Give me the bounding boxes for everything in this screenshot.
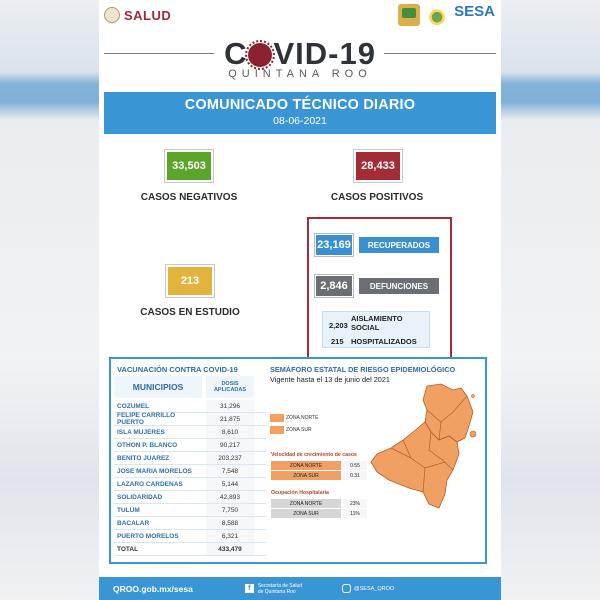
municipio-name: ISLA MUJERES xyxy=(117,428,165,436)
ocupacion-zona: ZONA NORTE xyxy=(271,499,341,508)
semaforo-title: SEMÁFORO ESTATAL DE RIESGO EPIDEMIOLÓGICO xyxy=(270,365,456,374)
government-logo-icon xyxy=(426,4,448,26)
seal-icon xyxy=(104,7,120,23)
background-right xyxy=(500,0,600,600)
total-label: TOTAL xyxy=(117,545,139,553)
dosis-value: 8,610 xyxy=(206,426,254,438)
velocidad-title: Velocidad de crecimiento de casos xyxy=(271,452,357,458)
aislamiento-hospitalizados-box xyxy=(322,311,430,348)
vacunacion-rows xyxy=(114,400,266,543)
municipio-name: PUERTO MORELOS xyxy=(117,532,179,540)
col-dosis-header: DOSIS APLICADAS xyxy=(206,376,254,398)
footer-facebook[interactable] xyxy=(245,583,302,595)
vacunacion-total-row xyxy=(114,543,266,556)
quintana-roo-map xyxy=(369,382,481,512)
municipio-name: FELIPE CARRILLO PUERTO xyxy=(117,412,176,426)
velocidad-row xyxy=(271,461,367,470)
table-row xyxy=(114,530,266,543)
dosis-value: 7,548 xyxy=(206,465,254,477)
dosis-value: 42,893 xyxy=(206,491,254,503)
defunciones-label: DEFUNCIONES xyxy=(359,278,439,294)
legend-zona-sur xyxy=(270,421,312,439)
velocidad-zona: ZONA NORTE xyxy=(271,461,341,470)
velocidad-table xyxy=(271,461,367,481)
footer-bar xyxy=(99,577,501,600)
dosis-value: 8,588 xyxy=(206,517,254,529)
background-left xyxy=(0,0,100,600)
table-row xyxy=(114,426,266,439)
municipio-name: TULUM xyxy=(117,506,140,514)
facebook-text xyxy=(258,583,302,595)
municipio-name: OTHON P. BLANCO xyxy=(117,441,178,449)
table-row xyxy=(114,465,266,478)
virus-icon xyxy=(248,43,272,67)
municipio-name: JOSE MARIA MORELOS xyxy=(117,467,192,475)
banner-date: 08-06-2021 xyxy=(273,115,327,127)
legend-label-norte: ZONA NORTE xyxy=(286,414,319,421)
municipio-name: SOLIDARIDAD xyxy=(117,493,163,501)
vacunacion-title: VACUNACIÓN CONTRA COVID-19 xyxy=(117,365,238,374)
hospitalizados-count: 215 xyxy=(331,337,344,346)
recuperados-count: 23,169 xyxy=(315,234,353,256)
aislamiento-label-line2: SOCIAL xyxy=(351,323,380,332)
vacunacion-table xyxy=(114,376,266,556)
facebook-icon: f xyxy=(245,584,254,593)
sesa-logo xyxy=(454,4,495,19)
table-row xyxy=(114,491,266,504)
map-isla-mujeres xyxy=(471,394,474,397)
title-part-2: VID-19 xyxy=(273,36,376,71)
table-row xyxy=(114,478,266,491)
municipio-name: BENITO JUAREZ xyxy=(117,454,170,462)
negativos-label: CASOS NEGATIVOS xyxy=(140,192,238,203)
dosis-value: 6,321 xyxy=(206,530,254,542)
table-row xyxy=(114,517,266,530)
page-title xyxy=(99,36,501,72)
ocupacion-title: Ocupación Hospitalaria xyxy=(271,490,329,496)
estudio-label: CASOS EN ESTUDIO xyxy=(140,307,240,318)
dosis-value: 21,875 xyxy=(206,413,254,425)
municipio-name: BACALAR xyxy=(117,519,150,527)
table-row xyxy=(114,504,266,517)
dosis-value: 5,144 xyxy=(206,478,254,490)
title-part-1: C xyxy=(224,36,248,71)
facebook-line1: Secretaría de Salud xyxy=(257,582,303,589)
municipio-name: LAZARO CARDENAS xyxy=(117,480,183,488)
estudio-count: 213 xyxy=(166,265,214,297)
ocupacion-valor: 23% xyxy=(343,499,367,508)
ocupacion-row xyxy=(271,509,367,518)
municipio-name: COZUMEL xyxy=(117,402,150,410)
total-value: 433,479 xyxy=(206,543,254,555)
velocidad-valor: 0.31 xyxy=(343,471,367,480)
infographic-poster xyxy=(99,0,501,600)
defunciones-row xyxy=(315,275,439,297)
negativos-count: 33,503 xyxy=(165,150,213,182)
ocupacion-valor: 11% xyxy=(343,509,367,518)
hospitalizados-label: HOSPITALIZADOS xyxy=(351,337,417,346)
velocidad-valor: 0.55 xyxy=(343,461,367,470)
velocidad-zona: ZONA SUR xyxy=(271,471,341,480)
legend-swatch-sur xyxy=(270,426,284,434)
ocupacion-zona: ZONA SUR xyxy=(271,509,341,518)
map-isla-cozumel xyxy=(470,431,476,437)
legend-label-sur: ZONA SUR xyxy=(286,426,312,433)
positivos-label: CASOS POSITIVOS xyxy=(330,192,424,203)
aislamiento-count: 2,203 xyxy=(329,321,348,330)
aislamiento-label xyxy=(351,314,403,332)
table-row xyxy=(114,452,266,465)
semaforo-vigencia: Vigente hasta el 13 de junio del 2021 xyxy=(270,375,390,384)
report-banner xyxy=(104,92,496,134)
table-row xyxy=(114,439,266,452)
aislamiento-label-line1: AISLAMIENTO xyxy=(351,314,403,323)
sesa-logo-text: SESA xyxy=(454,3,495,20)
header-logos xyxy=(398,4,495,26)
dosis-value: 31,296 xyxy=(206,400,254,412)
footer-instagram[interactable] xyxy=(342,584,394,593)
salud-logo xyxy=(104,4,171,26)
table-row xyxy=(114,413,266,426)
instagram-icon xyxy=(342,584,351,593)
dosis-value: 203,237 xyxy=(206,452,254,464)
page-subtitle: QUINTANA ROO xyxy=(228,68,372,80)
salud-logo-text: SALUD xyxy=(124,7,172,23)
facebook-line2: de Quintana Roo xyxy=(257,588,296,595)
instagram-handle: @SESA_QROO xyxy=(354,585,395,592)
ocupacion-table xyxy=(271,499,367,519)
ocupacion-row xyxy=(271,499,367,508)
positivos-count: 28,433 xyxy=(354,150,402,182)
quintana-roo-logo-icon xyxy=(398,4,420,26)
footer-url[interactable]: QROO.gob.mx/sesa xyxy=(113,583,193,594)
recuperados-label: RECUPERADOS xyxy=(359,237,439,253)
velocidad-row xyxy=(271,471,367,480)
dosis-value: 90,217 xyxy=(206,439,254,451)
dosis-value: 7,750 xyxy=(206,504,254,516)
defunciones-count: 2,846 xyxy=(315,275,353,297)
col-municipios-header: MUNICIPIOS xyxy=(114,376,202,398)
recuperados-row xyxy=(315,234,439,256)
banner-title: COMUNICADO TÉCNICO DIARIO xyxy=(184,97,416,113)
vacunacion-table-header xyxy=(114,376,266,398)
